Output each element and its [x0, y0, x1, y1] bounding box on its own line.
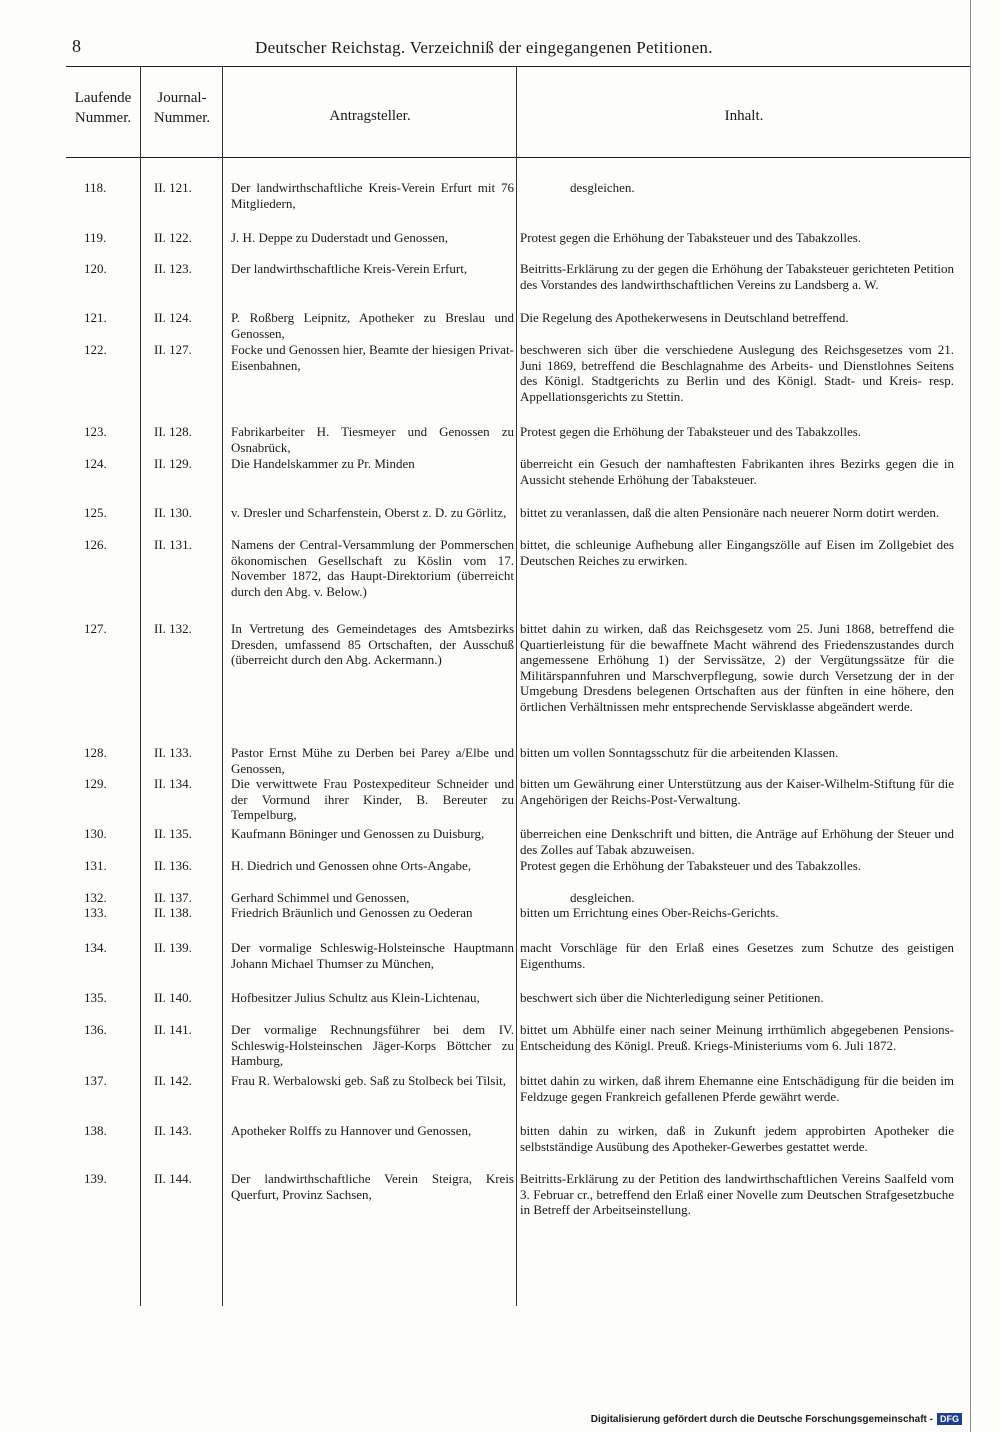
applicant: Pastor Ernst Mühe zu Derben bei Parey a/Elbe und Genossen,: [231, 745, 514, 776]
content: bittet dahin zu wirken, daß ihrem Ehemanne eine Entschädigung für die beiden im Feldzuge gegen Frankreich gefallenen Pferde gewährt werde.: [520, 1073, 954, 1104]
applicant: Friedrich Bräunlich und Genossen zu Oederan: [231, 905, 473, 920]
journal-number: II. 132.: [154, 621, 192, 636]
row-number: 130.: [84, 826, 107, 841]
row-number: 125.: [84, 505, 107, 520]
column-header-antragsteller: Antragsteller.: [329, 108, 411, 124]
content: bittet, die schleunige Aufhebung aller Eingangszölle auf Eisen im Zollgebiet des Deutschen Reiches zu erwirken.: [520, 537, 954, 568]
content: Beitritts-Erklärung zu der gegen die Erhöhung der Tabaksteuer gerichteten Petition des Vorstandes des landwirthschaftlichen Vereins zu Landsberg a. W.: [520, 261, 954, 292]
row-number: 129.: [84, 776, 107, 791]
applicant: In Vertretung des Gemeindetages des Amtsbezirks Dresden, umfassend 85 Ortschaften, der Ausschuß (überreicht durch den Abg. Ackermann.): [231, 621, 514, 667]
applicant: Der landwirthschaftliche Kreis-Verein Erfurt,: [231, 261, 468, 276]
content: Protest gegen die Erhöhung der Tabaksteuer und des Tabakzolles.: [520, 424, 862, 439]
running-title: Deutscher Reichstag. Verzeichniß der eingegangenen Petitionen.: [255, 38, 713, 57]
applicant: Die verwittwete Frau Postexpediteur Schneider und der Vormund ihrer Kinder, B. Bereuter zu Tempelburg,: [231, 776, 514, 822]
content: Protest gegen die Erhöhung der Tabaksteuer und des Tabakzolles.: [520, 230, 862, 245]
applicant: Kaufmann Böninger und Genossen zu Duisburg,: [231, 826, 485, 841]
column-header-laufende: Laufende Nummer.: [74, 90, 132, 126]
content: bitten um vollen Sonntagsschutz für die arbeitenden Klassen.: [520, 745, 839, 760]
row-number: 128.: [84, 745, 107, 760]
row-number: 122.: [84, 342, 107, 357]
content: bittet um Abhülfe einer nach seiner Meinung irrthümlich abgegebenen Pensions-Entscheidung des Königl. Preuß. Kriegs-Ministeriums vom 6. Juli 1872.: [520, 1022, 954, 1053]
row-number: 138.: [84, 1123, 107, 1138]
row-number: 131.: [84, 858, 107, 873]
journal-number: II. 143.: [154, 1123, 192, 1138]
journal-number: II. 128.: [154, 424, 192, 439]
row-number: 135.: [84, 990, 107, 1005]
applicant: P. Roßberg Leipnitz, Apotheker zu Breslau und Genossen,: [231, 310, 514, 341]
applicant: Apotheker Rolffs zu Hannover und Genossen,: [231, 1123, 472, 1138]
applicant: Namens der Central-Versammlung der Pommerschen ökonomischen Gesellschaft zu Köslin vom 17. November 1872, das Haupt-Direktorium (überreicht durch den Abg. v. Below.): [231, 537, 514, 599]
content: beschweren sich über die verschiedene Auslegung des Reichsgesetzes vom 21. Juni 1869, betreffend die Beschlagnahme des Arbeits- und Dienstlohnes Seitens des Königl. Stadtgerichts zu Berlin und des Königl. Stadt- und Kreis- resp. Appellationsgerichts zu Stettin.: [520, 342, 954, 404]
content: überreicht ein Gesuch der namhaftesten Fabrikanten ihres Bezirks gegen die in Aussicht stehende Erhöhung der Tabaksteuer.: [520, 456, 954, 487]
applicant: H. Diedrich und Genossen ohne Orts-Angabe,: [231, 858, 472, 873]
row-number: 126.: [84, 537, 107, 552]
row-number: 123.: [84, 424, 107, 439]
journal-number: II. 127.: [154, 342, 192, 357]
journal-number: II. 136.: [154, 858, 192, 873]
page-number: 8: [72, 36, 81, 56]
journal-number: II. 138.: [154, 905, 192, 920]
applicant: Der landwirthschaftliche Kreis-Verein Erfurt mit 76 Mitgliedern,: [231, 180, 514, 211]
column-divider-3: [516, 66, 517, 1306]
footer-credit: [591, 1413, 962, 1425]
content: bitten um Errichtung eines Ober-Reichs-Gerichts.: [520, 905, 779, 920]
applicant: Gerhard Schimmel und Genossen,: [231, 890, 410, 905]
journal-number: II. 135.: [154, 826, 192, 841]
column-header-inhalt: Inhalt.: [724, 108, 764, 124]
row-number: 136.: [84, 1022, 107, 1037]
content: macht Vorschläge für den Erlaß eines Gesetzes zum Schutze des geistigen Eigenthums.: [520, 940, 954, 971]
applicant: Der vormalige Rechnungsführer bei dem IV. Schleswig-Holsteinschen Jäger-Korps Böttcher zu Hamburg,: [231, 1022, 514, 1068]
row-number: 119.: [84, 230, 107, 245]
journal-number: II. 142.: [154, 1073, 192, 1088]
table-header-rule: [66, 157, 970, 158]
content: Die Regelung des Apothekerwesens in Deutschland betreffend.: [520, 310, 849, 325]
row-number: 137.: [84, 1073, 107, 1088]
content: Beitritts-Erklärung zu der Petition des landwirthschaftlichen Vereins Saalfeld vom 3. Februar cr., betreffend den Erlaß einer Novelle zum Deutschen Strafgesetzbuche in Betreff der Arbeitseinstellung.: [520, 1171, 954, 1217]
row-number: 133.: [84, 905, 107, 920]
row-number: 127.: [84, 621, 107, 636]
right-margin-rule: [970, 0, 971, 1432]
table-top-rule: [66, 66, 970, 67]
journal-number: II. 129.: [154, 456, 192, 471]
content: bitten dahin zu wirken, daß in Zukunft jedem approbirten Apotheker die selbstständige Ausübung des Apotheker-Gewerbes gestattet werde.: [520, 1123, 954, 1154]
applicant: Hofbesitzer Julius Schultz aus Klein-Lichtenau,: [231, 990, 480, 1005]
journal-number: II. 140.: [154, 990, 192, 1005]
column-divider-1: [140, 66, 141, 1306]
applicant: Der vormalige Schleswig-Holsteinsche Hauptmann Johann Michael Thumser zu München,: [231, 940, 514, 971]
applicant: Fabrikarbeiter H. Tiesmeyer und Genossen zu Osnabrück,: [231, 424, 514, 455]
dfg-logo: DFG: [937, 1413, 962, 1425]
applicant: Frau R. Werbalowski geb. Saß zu Stolbeck bei Tilsit,: [231, 1073, 506, 1088]
column-header-journal: Journal- Nummer.: [153, 90, 211, 126]
journal-number: II. 144.: [154, 1171, 192, 1186]
journal-number: II. 123.: [154, 261, 192, 276]
content: überreichen eine Denkschrift und bitten, die Anträge auf Erhöhung der Steuer und des Zolles auf Tabak abzuweisen.: [520, 826, 954, 857]
journal-number: II. 133.: [154, 745, 192, 760]
footer-text: Digitalisierung gefördert durch die Deutsche Forschungsgemeinschaft -: [590, 1413, 933, 1425]
content: desgleichen.: [570, 890, 635, 905]
journal-number: II. 134.: [154, 776, 192, 791]
content: bittet zu veranlassen, daß die alten Pensionäre nach neuerer Norm dotirt werden.: [520, 505, 940, 520]
row-number: 132.: [84, 890, 107, 905]
content: desgleichen.: [570, 180, 635, 195]
applicant: v. Dresler und Scharfenstein, Oberst z. D. zu Görlitz,: [231, 505, 507, 520]
journal-number: II. 141.: [154, 1022, 192, 1037]
content: bitten um Gewährung einer Unterstützung aus der Kaiser-Wilhelm-Stiftung für die Angehörigen der Reichs-Post-Verwaltung.: [520, 776, 954, 807]
row-number: 134.: [84, 940, 107, 955]
applicant: Der landwirthschaftliche Verein Steigra, Kreis Querfurt, Provinz Sachsen,: [231, 1171, 514, 1202]
row-number: 124.: [84, 456, 107, 471]
row-number: 139.: [84, 1171, 107, 1186]
content: beschwert sich über die Nichterledigung seiner Petitionen.: [520, 990, 824, 1005]
journal-number: II. 122.: [154, 230, 192, 245]
content: Protest gegen die Erhöhung der Tabaksteuer und des Tabakzolles.: [520, 858, 862, 873]
journal-number: II. 139.: [154, 940, 192, 955]
row-number: 118.: [84, 180, 107, 195]
column-divider-2: [222, 66, 223, 1306]
row-number: 121.: [84, 310, 107, 325]
content: bittet dahin zu wirken, daß das Reichsgesetz vom 25. Juni 1868, betreffend die Quartierleistung für die bewaffnete Macht während des Friedenszustandes durch angemessene Erhöhung 1) der Servissätze, 2) der Vergütungssätze für die Militärspannfuhren und Marschverpflegung, sowie durch Versetzung der in der Umgebung Dresdens belegenen Ortschaften aus der fünften in eine höhere, den örtlichen Verhältnissen mehr entsprechende Servisklasse abgeändert werde.: [520, 621, 954, 714]
journal-number: II. 137.: [154, 890, 192, 905]
journal-number: II. 131.: [154, 537, 192, 552]
journal-number: II. 130.: [154, 505, 192, 520]
applicant: Die Handelskammer zu Pr. Minden: [231, 456, 415, 471]
row-number: 120.: [84, 261, 107, 276]
journal-number: II. 121.: [154, 180, 192, 195]
applicant: J. H. Deppe zu Duderstadt und Genossen,: [231, 230, 448, 245]
applicant: Focke und Genossen hier, Beamte der hiesigen Privat-Eisenbahnen,: [231, 342, 514, 373]
journal-number: II. 124.: [154, 310, 192, 325]
